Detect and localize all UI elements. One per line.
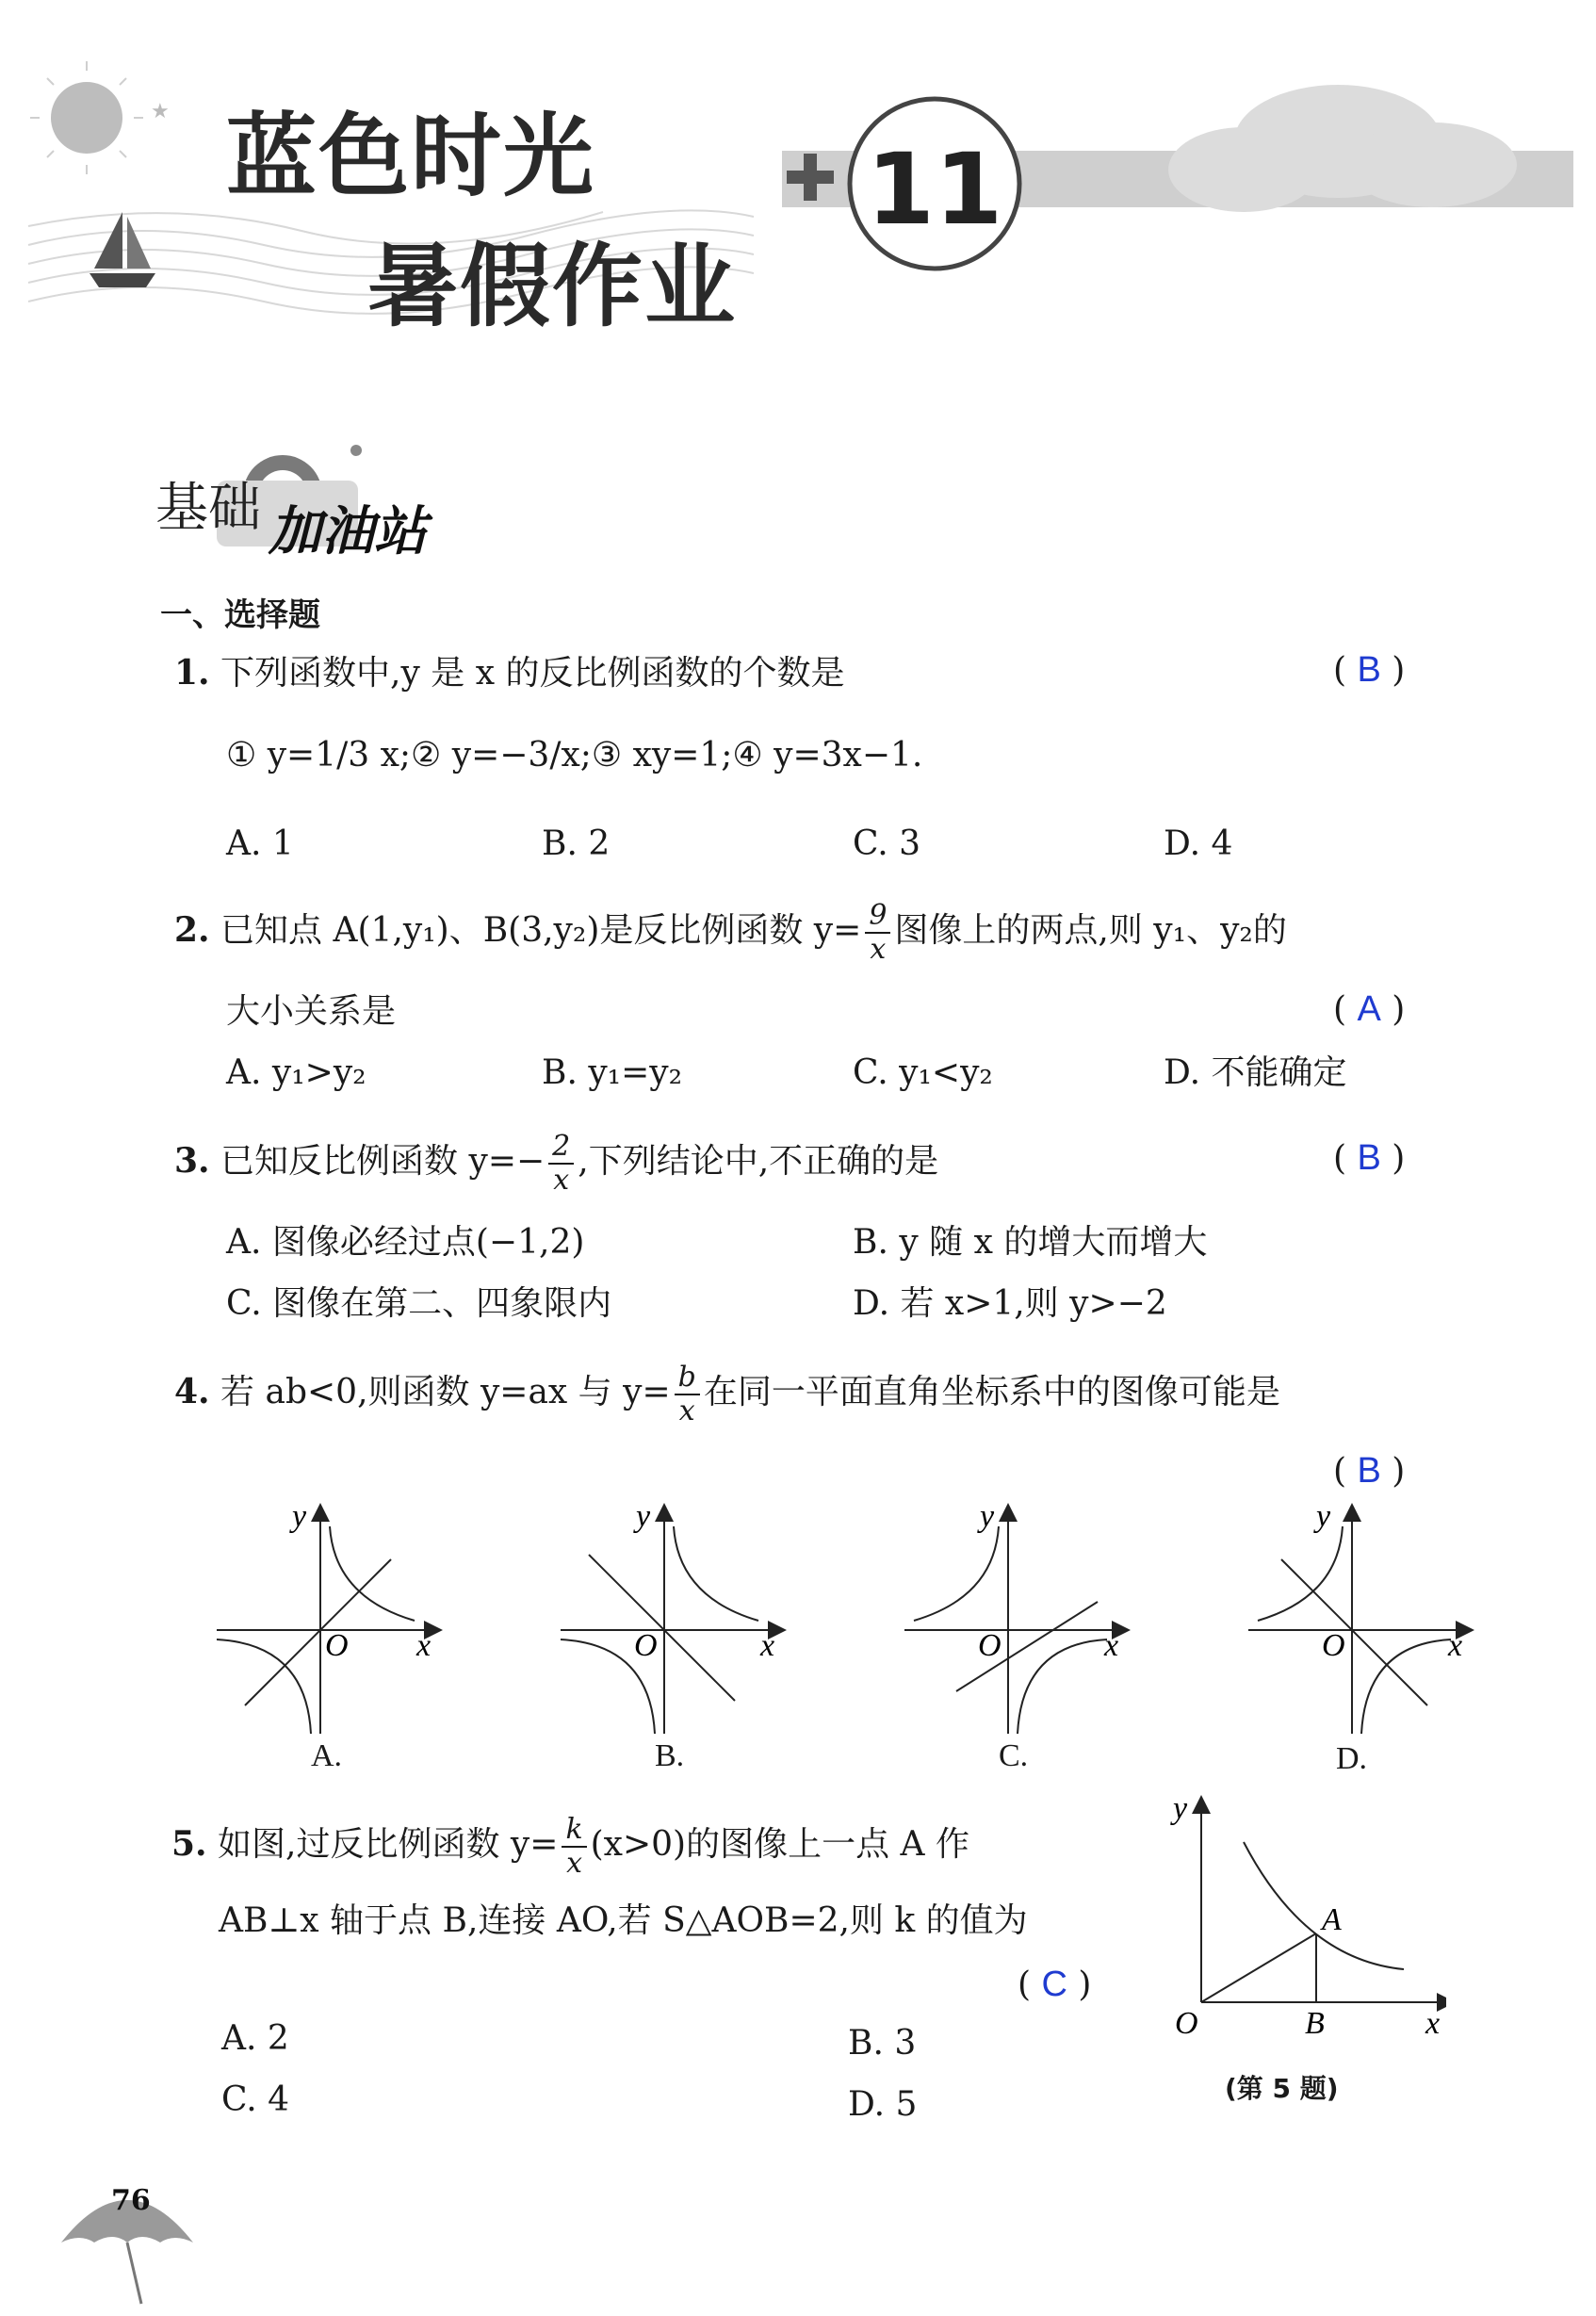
- x-label: x: [760, 1628, 775, 1663]
- q5-option-b: B. 3: [848, 2024, 917, 2063]
- graph-label-a: A.: [311, 1738, 343, 1773]
- graph-label-c: C.: [999, 1738, 1029, 1773]
- origin-label: O: [978, 1628, 1002, 1663]
- q5-figure: [1164, 1790, 1446, 2045]
- point-b-label: B: [1305, 2006, 1325, 2041]
- question-number: 3.: [174, 1141, 210, 1181]
- question-2: [174, 900, 1287, 966]
- fraction: [562, 1814, 586, 1880]
- question-text-a: 已知反比例函数 y=−: [220, 1142, 546, 1181]
- hyperbola-branch: [1258, 1526, 1343, 1621]
- point-a-label: A: [1322, 1902, 1342, 1937]
- segment-ao: [1201, 1933, 1316, 2002]
- answer-3: B: [1357, 1138, 1381, 1178]
- page-number: 76: [111, 2184, 151, 2217]
- line-graph: [589, 1555, 735, 1701]
- q5-option-c: C. 4: [221, 2080, 290, 2119]
- question-number: 4.: [174, 1372, 210, 1411]
- fraction-numerator: k: [562, 1814, 586, 1848]
- question-text-b: 图像上的两点,则 y₁、y₂的: [894, 911, 1287, 950]
- graph-label-b: B.: [655, 1738, 685, 1773]
- fraction-denominator: x: [870, 933, 887, 966]
- hyperbola-branch: [1018, 1639, 1107, 1734]
- fraction-denominator: x: [678, 1394, 695, 1427]
- q1-option-b: B. 2: [542, 824, 611, 863]
- answer-bracket-1: ( B ): [1333, 650, 1406, 690]
- origin-label: O: [325, 1628, 349, 1663]
- question-text-b: (x>0)的图像上一点 A 作: [590, 1825, 969, 1864]
- x-label: x: [1104, 1628, 1119, 1663]
- hyperbola-branch: [330, 1526, 415, 1621]
- q1-option-a: A. 1: [226, 824, 294, 863]
- graph-label-d: D.: [1336, 1741, 1368, 1776]
- question-3: [174, 1131, 938, 1197]
- q1-items-text: ① y=1/3 x;② y=−3/x;③ xy=1;④ y=3x−1.: [226, 736, 923, 775]
- figure-caption: (第 5 题): [1225, 2073, 1339, 2104]
- q2-option-b: B. y₁=y₂: [542, 1053, 683, 1092]
- cloud-icon: [1168, 85, 1517, 212]
- answer-bracket-3: ( B ): [1333, 1138, 1406, 1178]
- y-label: y: [636, 1503, 651, 1534]
- x-label: x: [1425, 2006, 1441, 2041]
- line-graph: [245, 1559, 391, 1705]
- section-title-a: 基础: [155, 478, 261, 539]
- q1-option-d: D. 4: [1164, 824, 1233, 863]
- q2-option-c: C. y₁<y₂: [853, 1053, 993, 1092]
- q2-option-d: D. 不能确定: [1164, 1053, 1347, 1092]
- question-number: 2.: [174, 910, 210, 950]
- fraction: [548, 1131, 574, 1197]
- q5-option-d: D. 5: [848, 2085, 918, 2124]
- question-text-b: ,下列结论中,不正确的是: [578, 1142, 939, 1181]
- q5-line2: AB⊥x 轴于点 B,连接 AO,若 S△AOB=2,则 k 的值为: [219, 1901, 1028, 1940]
- header-title-line1: 蓝色时光: [226, 104, 595, 209]
- fraction: [865, 900, 890, 966]
- answer-5: C: [1041, 1965, 1067, 2004]
- q1-items: [226, 733, 922, 778]
- y-label: y: [1173, 1791, 1188, 1826]
- sun-icon: [30, 61, 170, 174]
- q3-option-c: C. 图像在第二、四象限内: [226, 1284, 612, 1323]
- answer-bracket-4: ( B ): [1333, 1451, 1406, 1491]
- origin-label: O: [1322, 1628, 1345, 1663]
- line-graph: [1281, 1559, 1427, 1705]
- section-title-b: 加油站: [269, 501, 427, 563]
- question-4: [174, 1362, 1280, 1427]
- section-subtitle: 一、选择题: [160, 596, 320, 634]
- fraction: [675, 1362, 700, 1427]
- origin-label: O: [1175, 2006, 1198, 2041]
- q2-line2: 大小关系是: [226, 992, 397, 1031]
- answer-bracket-5: ( C ): [1018, 1965, 1092, 2004]
- y-label: y: [1316, 1503, 1331, 1534]
- question-number: 1.: [174, 653, 210, 693]
- answer-2: A: [1357, 989, 1381, 1029]
- svg-text:★: ★: [151, 100, 170, 123]
- question-text-a: 已知点 A(1,y₁)、B(3,y₂)是反比例函数 y=: [220, 911, 862, 950]
- y-label: y: [292, 1503, 307, 1534]
- fraction-denominator: x: [553, 1164, 570, 1197]
- question-5: [171, 1814, 969, 1880]
- question-number: 5.: [171, 1824, 207, 1864]
- fraction-numerator: b: [675, 1362, 700, 1395]
- question-text-a: 若 ab<0,则函数 y=ax 与 y=: [220, 1373, 671, 1411]
- origin-label: O: [634, 1628, 658, 1663]
- question-text-b: 在同一平面直角坐标系中的图像可能是: [703, 1373, 1280, 1411]
- header-title-line2: 暑假作业: [367, 234, 737, 339]
- hyperbola-branch: [914, 1526, 999, 1621]
- hyperbola-branch: [674, 1526, 758, 1621]
- q3-option-b: B. y 随 x 的增大而增大: [853, 1223, 1208, 1262]
- x-label: x: [416, 1628, 432, 1663]
- question-1: [174, 650, 844, 696]
- y-label: y: [980, 1503, 995, 1534]
- answer-bracket-2: ( A ): [1333, 989, 1406, 1029]
- q5-option-a: A. 2: [221, 2019, 289, 2058]
- fraction-numerator: 9: [865, 900, 890, 934]
- unit-number: 11: [866, 132, 1003, 247]
- x-label: x: [1448, 1628, 1463, 1663]
- q2-option-a: A. y₁>y₂: [226, 1053, 366, 1092]
- answer-1: B: [1357, 650, 1381, 690]
- q3-option-a: A. 图像必经过点(−1,2): [226, 1223, 585, 1262]
- fraction-numerator: 2: [548, 1131, 574, 1165]
- q3-option-d: D. 若 x>1,则 y>−2: [853, 1284, 1167, 1323]
- q1-option-c: C. 3: [853, 824, 921, 863]
- question-text: 下列函数中,y 是 x 的反比例函数的个数是: [220, 654, 845, 693]
- answer-4: B: [1357, 1451, 1381, 1491]
- fraction-denominator: x: [566, 1847, 582, 1880]
- question-text-a: 如图,过反比例函数 y=: [218, 1825, 559, 1864]
